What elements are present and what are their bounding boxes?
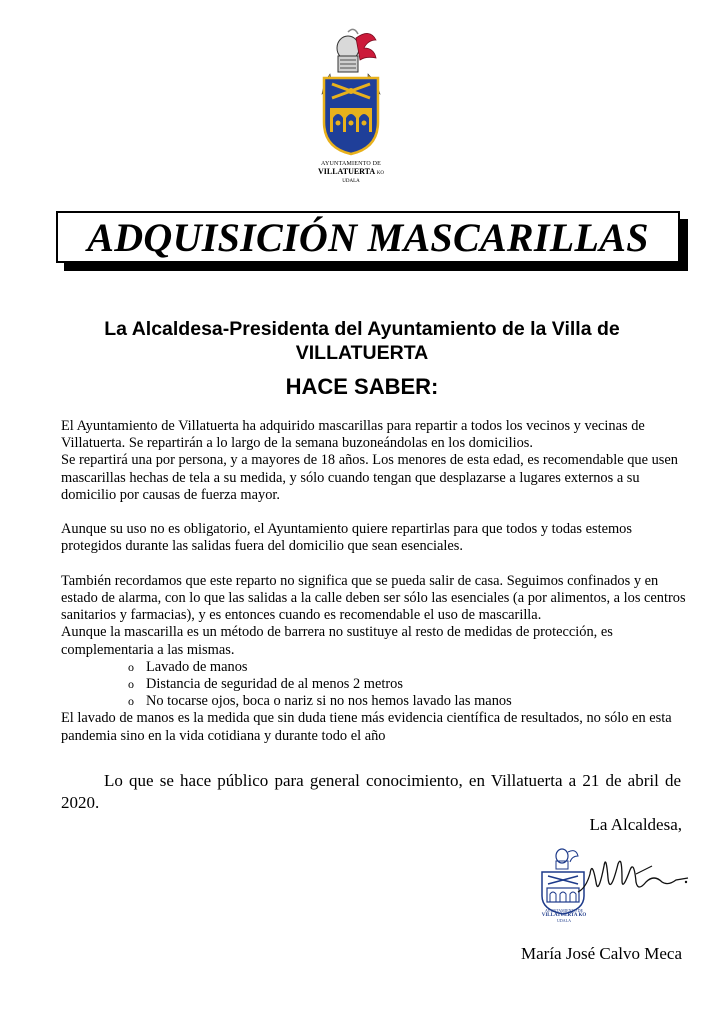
measures-list	[61, 659, 689, 711]
list-item	[128, 659, 689, 676]
handwritten-signature	[576, 852, 692, 898]
bullet-marker: o	[128, 677, 134, 692]
paragraph-5: Aunque la mascarilla es un método de barrera no sustituye al resto de medidas de protección, es complementaria a las mismas.	[61, 624, 613, 658]
paragraph-1: El Ayuntamiento de Villatuerta ha adquirido mascarillas para repartir a todos los vecinos y vecinas de Villatuerta. Se repartirán a lo largo de la semana buzoneándolas en los domicilios.	[61, 418, 645, 452]
crest-caption	[290, 160, 412, 186]
crest-town-suffix: KO	[376, 171, 384, 176]
seal-caption-line3: UDALA	[557, 918, 571, 923]
paragraph-6: El lavado de manos es la medida que sin duda tiene más evidencia científica de resultados, no sólo en esta pandemia sino en la vida cotidiana y durante todo el año	[61, 710, 672, 744]
heading-line1: La Alcaldesa-Presidenta del Ayuntamiento de la Villa de	[104, 318, 620, 340]
crest-caption-line1: AYUNTAMIENTO DE	[320, 161, 382, 167]
paragraph-3: Aunque su uso no es obligatorio, el Ayuntamiento quiere repartirlas para que todos y todas estemos protegidos durante las salidas fuera del domicilio que sean esenciales.	[61, 521, 632, 555]
crest-town-name: VILLATUERTA	[317, 167, 375, 176]
signatory-name: María José Calvo Meca	[521, 944, 682, 963]
title-box	[56, 211, 680, 263]
list-item-text: No tocarse ojos, boca o nariz si no nos hemos lavado las manos	[146, 693, 512, 710]
heading-line2: VILLATUERTA	[295, 342, 429, 364]
crest-caption-line3: UDALA	[342, 179, 360, 184]
crest-caption-line2	[290, 168, 412, 178]
subheading: HACE SABER:	[285, 374, 439, 399]
seal-caption-line2: VILLATUERTA KO	[541, 913, 587, 918]
seal-caption	[528, 908, 600, 923]
bullet-marker: o	[128, 659, 134, 674]
list-item-text: Lavado de manos	[146, 658, 248, 675]
list-item-text: Distancia de seguridad de al menos 2 metros	[146, 676, 403, 693]
list-item	[128, 676, 689, 693]
seal-caption-line1: AYUNTAMIENTO DE	[544, 908, 583, 913]
paragraph-4: También recordamos que este reparto no significa que se pueda salir de casa. Seguimos confinados y en estado de alarma, con lo que las salidas a la calle deben ser sólo las esenciales (a por alimentos, a los centros sanitarios y farmacias), y es entonces cuando es recomendable el uso de mascarilla.	[61, 572, 686, 624]
paragraph-2: Se repartirá una por persona, y a mayores de 18 años. Los menores de esta edad, es recomendable que usen mascarillas hechas de tela a su medida, y sólo cuando tengan que desplazarse a lugares externos a su domicilio por causas de fuerza mayor.	[61, 452, 678, 503]
list-item	[128, 693, 689, 710]
closing-statement: Lo que se hace público para general conocimiento, en Villatuerta a 21 de abril de 2020.	[61, 771, 681, 812]
municipal-crest-logo	[318, 26, 384, 156]
signatory-title: La Alcaldesa,	[589, 815, 682, 834]
bullet-marker: o	[128, 694, 134, 709]
document-title: ADQUISICIÓN MASCARILLAS	[87, 214, 649, 260]
notice-body	[61, 418, 689, 745]
